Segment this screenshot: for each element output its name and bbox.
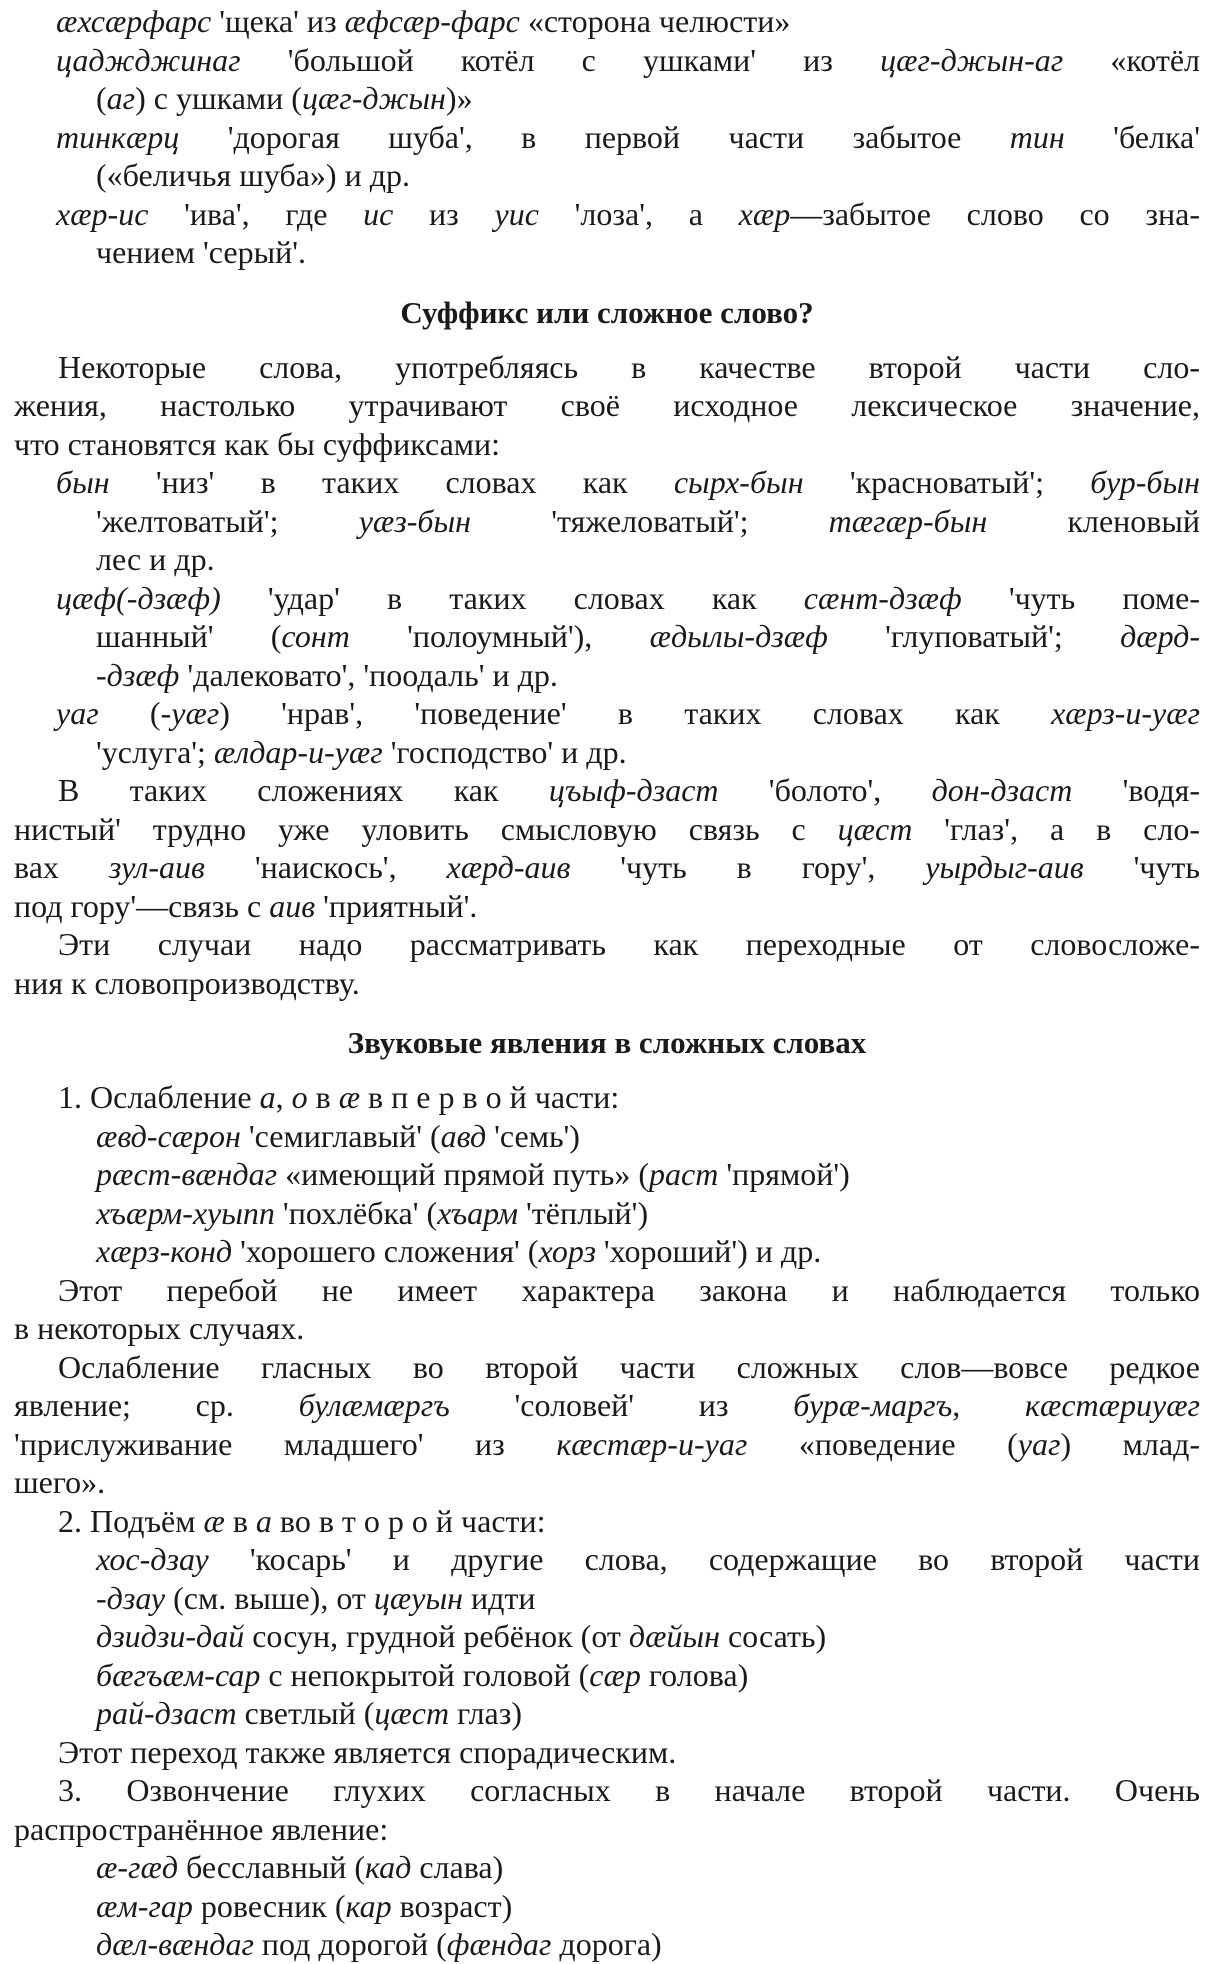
text-line <box>14 1617 1200 1656</box>
term-italic: цаджджинаг <box>56 41 241 78</box>
section-suffix-body <box>14 348 1200 1003</box>
term-italic: рай-дзаст <box>96 1695 237 1731</box>
text-run: 'семь') <box>486 1117 580 1154</box>
term-italic: дæл-вæндаг <box>96 1926 254 1962</box>
text-line <box>14 1733 1200 1772</box>
text-run: из <box>393 195 495 232</box>
term-italic: тин <box>1009 118 1065 155</box>
text-run: в <box>307 1079 339 1115</box>
text-run: ( <box>96 80 107 116</box>
text-run: Эти случаи надо рассматривать как переходные от словосложе- <box>58 926 1200 962</box>
text-run: 'чуть в гору', <box>570 849 926 885</box>
term-italic: дæрд- <box>1120 618 1201 654</box>
text-line <box>14 41 1200 80</box>
term-italic: хъарм <box>437 1194 518 1231</box>
text-line <box>14 1309 1200 1348</box>
text-run: ния к словопроизводству. <box>14 964 360 1001</box>
text-line <box>14 463 1200 502</box>
text-line <box>14 1579 1200 1618</box>
text-run: кленовый <box>987 502 1201 539</box>
term-italic: кæстæр-и-уаг <box>556 1425 748 1462</box>
text-run: «имеющий прямой путь» ( <box>277 1156 650 1192</box>
term-italic: тæгæр-бын <box>828 502 988 539</box>
text-run: лес и др. <box>96 541 215 577</box>
text-run: нистый' трудно уже уловить смысловую связь с <box>14 810 838 847</box>
term-italic: рæст-вæндаг <box>96 1156 278 1192</box>
text-line <box>14 425 1200 464</box>
text-line <box>14 1848 1200 1887</box>
text-line <box>14 579 1200 618</box>
term-italic: сырх-бын <box>673 464 804 500</box>
text-line <box>14 502 1200 541</box>
text-run: голова) <box>640 1656 749 1693</box>
text-run: светлый ( <box>236 1695 375 1731</box>
term-italic: æхсæрфарс <box>56 3 212 39</box>
term-italic: æ <box>203 1502 225 1539</box>
text-run: 1. Ослабление <box>58 1079 260 1115</box>
text-run: бесславный ( <box>178 1849 365 1885</box>
text-line <box>14 925 1200 964</box>
text-run: (см. выше), от <box>165 1579 374 1616</box>
text-line <box>14 1194 1200 1233</box>
term-italic: авд <box>440 1117 487 1154</box>
text-run: 'тёплый') <box>518 1194 649 1231</box>
text-run: в п е р в о й части: <box>360 1079 620 1115</box>
term-italic: -дзæф <box>96 656 180 693</box>
term-italic: хос-дзау <box>96 1541 209 1577</box>
text-run: Некоторые слова, употребляясь в качестве второй части сло- <box>58 348 1200 385</box>
term-italic: уырдыг-аив <box>925 849 1084 885</box>
term-italic: æ <box>338 1079 361 1115</box>
term-italic: цæуын <box>373 1579 463 1616</box>
text-run: в некоторых случаях. <box>14 1310 305 1346</box>
text-line <box>14 195 1200 234</box>
text-line <box>14 810 1200 849</box>
text-run: («беличья шуба») и др. <box>96 157 410 193</box>
text-line <box>14 1425 1200 1464</box>
term-italic: уаг <box>56 695 99 731</box>
term-italic: æлдар-и-уæг <box>213 733 383 770</box>
term-italic: цæст <box>837 810 913 847</box>
term-italic: кæстæриуæг <box>1025 1387 1201 1423</box>
term-italic: æфсæр-фарс <box>344 3 520 39</box>
term-italic: кар <box>345 1887 392 1924</box>
text-line <box>14 1502 1200 1541</box>
term-italic: булæмæргъ <box>298 1387 450 1423</box>
term-italic: хъæрм-хуыпп <box>96 1194 275 1231</box>
text-line <box>14 233 1200 272</box>
text-line <box>14 1232 1200 1271</box>
text-line <box>14 348 1200 387</box>
text-run: 'услуга'; <box>96 733 214 770</box>
text-line <box>14 1771 1200 1810</box>
text-line <box>14 1117 1200 1156</box>
text-run: 'косарь' и другие слова, содержащие во второй части <box>208 1541 1200 1577</box>
text-run: «поведение ( <box>747 1425 1018 1462</box>
text-run: что становятся как бы суффиксами: <box>14 425 501 462</box>
text-line <box>14 887 1200 926</box>
term-italic: дæйын <box>628 1618 720 1654</box>
text-run: 'прислуживание младшего' из <box>14 1425 557 1462</box>
text-run: вах <box>14 849 109 885</box>
term-italic: а <box>255 1502 272 1539</box>
text-line <box>14 964 1200 1003</box>
text-line <box>14 1078 1200 1117</box>
text-run: слава) <box>411 1849 504 1885</box>
term-italic: аив <box>269 887 316 924</box>
text-run: 'соловей' из <box>449 1387 794 1423</box>
term-italic: цæст <box>374 1695 450 1731</box>
term-italic: цæг-джын-аг <box>880 41 1064 78</box>
text-run: жения, настолько утрачивают своё исходное лексическое значение, <box>14 387 1200 423</box>
text-run: дорога) <box>551 1926 662 1962</box>
term-italic: æ-гæд <box>96 1849 179 1885</box>
term-italic: бур-бын <box>1090 464 1201 500</box>
text-run: 2. Подъём <box>58 1502 204 1539</box>
term-italic: фæндаг <box>446 1926 552 1962</box>
term-italic: цæф(-дзæф) <box>56 579 221 616</box>
term-italic: аг <box>106 80 136 116</box>
term-italic: дон-дзаст <box>931 772 1073 808</box>
text-line <box>14 1463 1200 1502</box>
text-run: 3. Озвончение глухих согласных в начале второй части. Очень <box>58 1772 1200 1808</box>
text-run: 'прямой') <box>718 1156 850 1192</box>
text-run: 'щека' из <box>211 3 345 39</box>
text-run: )» <box>445 80 473 116</box>
term-italic: цъыф-дзаст <box>548 772 719 808</box>
text-line <box>14 771 1200 810</box>
text-run: 'тяжеловатый'; <box>471 502 829 539</box>
text-run: «котёл <box>1063 41 1201 78</box>
term-italic: сæр <box>589 1656 641 1693</box>
term-italic: цæг-джын <box>301 80 446 116</box>
term-italic: æм-гар <box>96 1887 193 1924</box>
text-run: 'болото', <box>718 772 932 808</box>
term-italic: хæрз-и-уæг <box>1051 695 1201 731</box>
text-run: Этот перебой не имеет характера закона и наблюдается только <box>58 1271 1200 1308</box>
text-run: 'водя- <box>1072 772 1201 808</box>
text-run: идти <box>462 1579 536 1616</box>
term-italic: кад <box>364 1849 412 1885</box>
term-italic: о <box>291 1079 308 1115</box>
text-line <box>14 1271 1200 1310</box>
section-heading-sound: Звуковые явления в сложных словах <box>347 1025 867 1060</box>
text-run: шанный' ( <box>96 618 282 654</box>
text-run: 'удар' в таких словах как <box>220 579 804 616</box>
text-run: 'приятный'. <box>315 887 478 924</box>
text-line <box>14 656 1200 695</box>
text-line <box>14 733 1200 772</box>
text-line <box>14 540 1200 579</box>
text-run: ( <box>98 695 161 731</box>
text-run: под гору'—связь с <box>14 887 270 924</box>
text-run: 'красноватый'; <box>803 464 1091 500</box>
text-run: сосать) <box>719 1618 827 1654</box>
text-line <box>14 1887 1200 1926</box>
term-italic: раст <box>649 1156 719 1192</box>
text-run: явление; ср. <box>14 1387 299 1423</box>
text-line <box>14 2 1200 41</box>
term-italic: бын <box>56 464 110 500</box>
text-run: ) млад- <box>1060 1425 1201 1462</box>
term-italic: зул-аив <box>108 849 205 885</box>
text-run: возраст) <box>391 1887 513 1924</box>
term-italic: дзидзи-дай <box>96 1618 245 1654</box>
text-run: чением 'серый'. <box>96 234 306 270</box>
term-italic: æдылы-дзæф <box>649 618 828 654</box>
text-line <box>14 694 1200 733</box>
term-italic: уис <box>494 195 539 232</box>
text-line <box>14 386 1200 425</box>
text-run: , <box>275 1079 292 1115</box>
text-run: во в т о р о й части: <box>271 1502 546 1539</box>
term-italic: хæр <box>738 195 791 232</box>
text-line <box>14 1925 1200 1964</box>
text-line <box>14 617 1200 656</box>
term-italic: -дзау <box>96 1579 166 1616</box>
text-run: 'похлёбка' ( <box>274 1194 438 1231</box>
text-run: «сторона челюсти» <box>519 3 791 39</box>
term-italic: сæнт-дзæф <box>803 579 962 616</box>
text-run: 'дорогая шуба', в первой части забытое <box>179 118 1010 155</box>
text-run: 'лоза', а <box>538 195 739 232</box>
term-italic: -уæг <box>160 695 220 731</box>
term-italic: тинкæрц <box>56 118 180 155</box>
term-italic: æвд-сæрон <box>96 1117 241 1154</box>
text-run: 'чуть поме- <box>961 579 1201 616</box>
text-run: 'ива', где <box>148 195 364 232</box>
example-list-top <box>14 2 1200 272</box>
term-italic: сонт <box>281 618 350 654</box>
term-italic: хæрз-конд <box>96 1233 233 1269</box>
term-italic: бæгъæм-сар <box>96 1656 261 1693</box>
text-run: глаз) <box>449 1695 523 1731</box>
text-run: 'далековато', 'поодаль' и др. <box>179 656 558 693</box>
text-run: под дорогой ( <box>253 1926 447 1962</box>
text-run: 'чуть <box>1083 849 1201 885</box>
term-italic: хорз <box>538 1233 596 1269</box>
text-run: шего». <box>14 1464 106 1500</box>
text-line <box>14 118 1200 157</box>
text-line <box>14 1810 1200 1849</box>
text-run: с непокрытой головой ( <box>260 1656 590 1693</box>
text-run: ровесник ( <box>192 1887 346 1924</box>
term-italic: хæр-ис <box>56 195 149 232</box>
text-line <box>14 1348 1200 1387</box>
text-run: В таких сложениях как <box>58 772 549 808</box>
text-line <box>14 1155 1200 1194</box>
section-heading-suffix: Суффикс или сложное слово? <box>400 294 814 330</box>
text-line <box>14 1386 1200 1425</box>
text-run: 'белка' <box>1064 118 1201 155</box>
term-italic: уаг <box>1017 1425 1061 1462</box>
text-run: Ослабление гласных во второй части сложных слов—вовсе редкое <box>58 1348 1200 1385</box>
text-run: 'глуповатый'; <box>827 618 1121 654</box>
term-italic: а <box>259 1079 276 1115</box>
text-line <box>14 1656 1200 1695</box>
text-run: ) 'нрав', 'поведение' в таких словах как <box>219 695 1052 731</box>
text-run: 'полоумный'), <box>349 618 650 654</box>
section-sound-body <box>14 1078 1200 1964</box>
text-run: 'желтоватый'; <box>96 502 359 539</box>
text-run: в <box>224 1502 256 1539</box>
term-italic: уæз-бын <box>358 502 472 539</box>
text-run: 'большой котёл с ушками' из <box>240 41 881 78</box>
text-run: распространённое явление: <box>14 1810 389 1847</box>
text-line <box>14 79 1200 118</box>
text-run: 'глаз', а в сло- <box>912 810 1201 847</box>
text-run: 'хорошего сложения' ( <box>232 1233 539 1269</box>
text-run: —забытое слово со зна- <box>790 195 1201 232</box>
term-italic: бурæ-маргъ <box>793 1387 953 1423</box>
text-run: ) с ушками ( <box>135 80 302 116</box>
text-line <box>14 1694 1200 1733</box>
term-italic: ис <box>363 195 394 232</box>
text-run: , <box>952 1387 1026 1423</box>
text-run: 'низ' в таких словах как <box>109 464 674 500</box>
text-run: 'наискось', <box>204 849 447 885</box>
text-run: Этот переход также является спорадическим. <box>58 1733 677 1770</box>
text-line <box>14 156 1200 195</box>
text-line <box>14 1540 1200 1579</box>
text-line <box>14 848 1200 887</box>
text-run: 'хороший') и др. <box>595 1233 822 1269</box>
term-italic: хæрд-аив <box>446 849 571 885</box>
text-run: 'семиглавый' ( <box>240 1117 441 1154</box>
text-run: 'господство' и др. <box>382 733 627 770</box>
text-run: сосун, грудной ребёнок (от <box>244 1618 629 1654</box>
